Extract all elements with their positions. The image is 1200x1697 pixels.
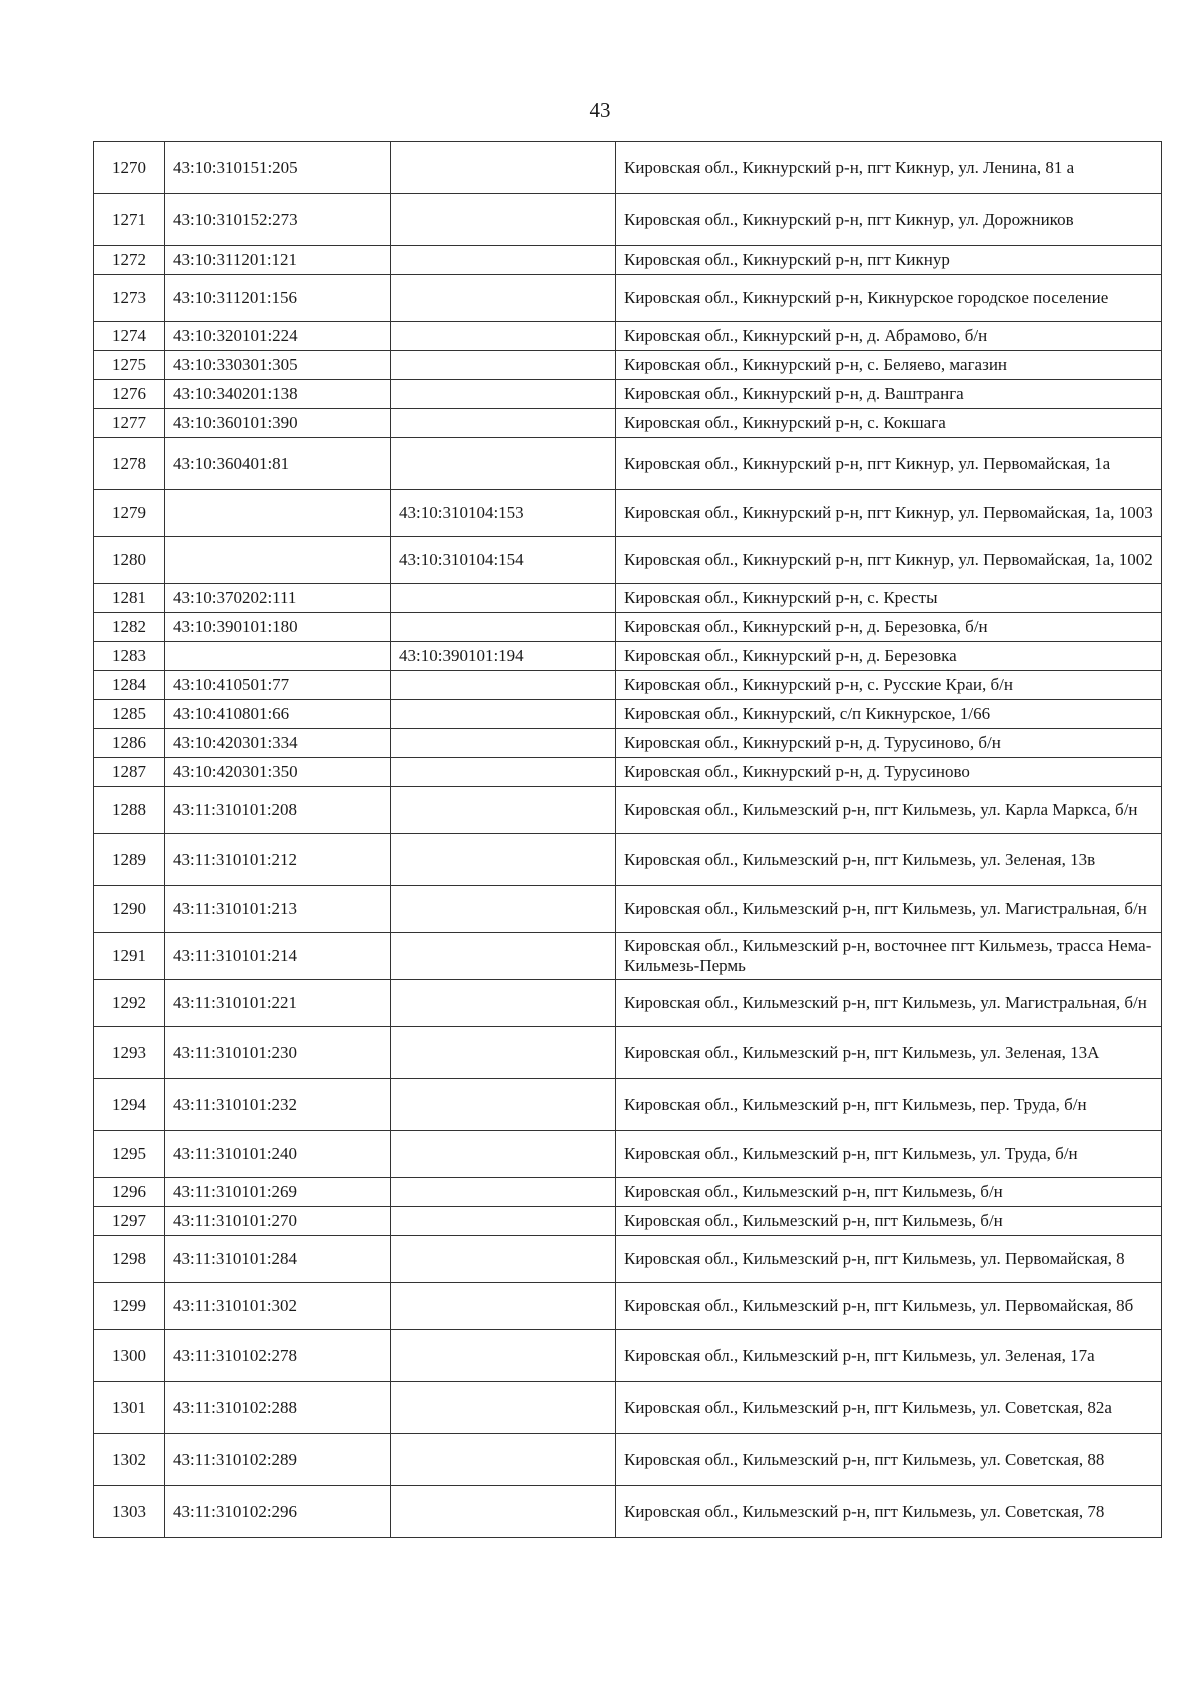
cadastral-number-secondary bbox=[391, 246, 616, 275]
row-number: 1283 bbox=[94, 642, 165, 671]
table-row bbox=[94, 834, 1162, 886]
address: Кировская обл., Кильмезский р-н, пгт Кильмезь, пер. Труда, б/н bbox=[616, 1079, 1162, 1131]
cadastral-number-secondary bbox=[391, 834, 616, 886]
address: Кировская обл., Кильмезский р-н, пгт Кильмезь, ул. Зеленая, 17а bbox=[616, 1330, 1162, 1382]
address: Кировская обл., Кильмезский р-н, пгт Кильмезь, ул. Зеленая, 13в bbox=[616, 834, 1162, 886]
table-row bbox=[94, 1178, 1162, 1207]
address: Кировская обл., Кикнурский р-н, пгт Кикнур, ул. Ленина, 81 а bbox=[616, 142, 1162, 194]
table-row bbox=[94, 1079, 1162, 1131]
row-number: 1289 bbox=[94, 834, 165, 886]
cadastral-number: 43:11:310101:240 bbox=[165, 1131, 391, 1178]
row-number: 1295 bbox=[94, 1131, 165, 1178]
row-number: 1284 bbox=[94, 671, 165, 700]
table-row bbox=[94, 380, 1162, 409]
address: Кировская обл., Кикнурский р-н, пгт Кикнур, ул. Дорожников bbox=[616, 194, 1162, 246]
cadastral-number-secondary bbox=[391, 194, 616, 246]
cadastral-number-secondary bbox=[391, 1027, 616, 1079]
address: Кировская обл., Кикнурский, с/п Кикнурское, 1/66 bbox=[616, 700, 1162, 729]
table-row bbox=[94, 1434, 1162, 1486]
row-number: 1301 bbox=[94, 1382, 165, 1434]
cadastral-number: 43:10:360401:81 bbox=[165, 438, 391, 490]
address: Кировская обл., Кильмезский р-н, пгт Кильмезь, ул. Первомайская, 8 bbox=[616, 1236, 1162, 1283]
table-row bbox=[94, 275, 1162, 322]
address: Кировская обл., Кикнурский р-н, с. Кокшага bbox=[616, 409, 1162, 438]
cadastral-number-secondary bbox=[391, 729, 616, 758]
row-number: 1288 bbox=[94, 787, 165, 834]
cadastral-number: 43:11:310102:278 bbox=[165, 1330, 391, 1382]
row-number: 1281 bbox=[94, 584, 165, 613]
table-row bbox=[94, 787, 1162, 834]
cadastral-number-secondary: 43:10:310104:153 bbox=[391, 490, 616, 537]
cadastral-number: 43:11:310101:208 bbox=[165, 787, 391, 834]
row-number: 1300 bbox=[94, 1330, 165, 1382]
cadastral-number-secondary bbox=[391, 438, 616, 490]
table-row bbox=[94, 409, 1162, 438]
table-row bbox=[94, 886, 1162, 933]
cadastral-number-secondary bbox=[391, 351, 616, 380]
row-number: 1287 bbox=[94, 758, 165, 787]
cadastral-number: 43:10:340201:138 bbox=[165, 380, 391, 409]
cadastral-number-secondary bbox=[391, 275, 616, 322]
cadastral-number-secondary bbox=[391, 787, 616, 834]
cadastral-number-secondary bbox=[391, 380, 616, 409]
table-row bbox=[94, 758, 1162, 787]
row-number: 1273 bbox=[94, 275, 165, 322]
cadastral-number: 43:11:310101:221 bbox=[165, 980, 391, 1027]
cadastral-number-secondary bbox=[391, 980, 616, 1027]
row-number: 1279 bbox=[94, 490, 165, 537]
table-row bbox=[94, 613, 1162, 642]
row-number: 1275 bbox=[94, 351, 165, 380]
address: Кировская обл., Кикнурский р-н, д. Березовка, б/н bbox=[616, 613, 1162, 642]
address: Кировская обл., Кильмезский р-н, пгт Кильмезь, ул. Зеленая, 13А bbox=[616, 1027, 1162, 1079]
cadastral-number-secondary bbox=[391, 409, 616, 438]
table-row bbox=[94, 537, 1162, 584]
row-number: 1291 bbox=[94, 933, 165, 980]
address: Кировская обл., Кильмезский р-н, пгт Кильмезь, ул. Труда, б/н bbox=[616, 1131, 1162, 1178]
address: Кировская обл., Кикнурский р-н, д. Турусиново, б/н bbox=[616, 729, 1162, 758]
address: Кировская обл., Кильмезский р-н, пгт Кильмезь, ул. Советская, 78 bbox=[616, 1486, 1162, 1538]
cadastral-number-secondary bbox=[391, 1236, 616, 1283]
cadastral-number-secondary bbox=[391, 142, 616, 194]
cadastral-number-secondary bbox=[391, 1330, 616, 1382]
register-table bbox=[93, 141, 1162, 1538]
cadastral-number-secondary bbox=[391, 758, 616, 787]
cadastral-number: 43:11:310101:270 bbox=[165, 1207, 391, 1236]
row-number: 1297 bbox=[94, 1207, 165, 1236]
cadastral-number-secondary bbox=[391, 1382, 616, 1434]
row-number: 1303 bbox=[94, 1486, 165, 1538]
cadastral-number bbox=[165, 490, 391, 537]
cadastral-number: 43:10:420301:334 bbox=[165, 729, 391, 758]
address: Кировская обл., Кильмезский р-н, пгт Кильмезь, ул. Советская, 82а bbox=[616, 1382, 1162, 1434]
row-number: 1272 bbox=[94, 246, 165, 275]
row-number: 1270 bbox=[94, 142, 165, 194]
cadastral-number: 43:10:320101:224 bbox=[165, 322, 391, 351]
row-number: 1298 bbox=[94, 1236, 165, 1283]
address: Кировская обл., Кикнурский р-н, д. Ваштранга bbox=[616, 380, 1162, 409]
cadastral-number-secondary bbox=[391, 1131, 616, 1178]
table-row bbox=[94, 642, 1162, 671]
cadastral-number: 43:11:310102:288 bbox=[165, 1382, 391, 1434]
table-row bbox=[94, 1330, 1162, 1382]
cadastral-number: 43:11:310101:269 bbox=[165, 1178, 391, 1207]
table-row bbox=[94, 246, 1162, 275]
cadastral-number-secondary bbox=[391, 1486, 616, 1538]
address: Кировская обл., Кикнурский р-н, с. Беляево, магазин bbox=[616, 351, 1162, 380]
cadastral-number: 43:11:310101:212 bbox=[165, 834, 391, 886]
address: Кировская обл., Кикнурский р-н, с. Русские Краи, б/н bbox=[616, 671, 1162, 700]
table-row bbox=[94, 438, 1162, 490]
row-number: 1274 bbox=[94, 322, 165, 351]
row-number: 1271 bbox=[94, 194, 165, 246]
address: Кировская обл., Кикнурский р-н, с. Кресты bbox=[616, 584, 1162, 613]
row-number: 1278 bbox=[94, 438, 165, 490]
row-number: 1296 bbox=[94, 1178, 165, 1207]
address: Кировская обл., Кильмезский р-н, восточнее пгт Кильмезь, трасса Нема-Кильмезь-Пермь bbox=[616, 933, 1162, 980]
row-number: 1290 bbox=[94, 886, 165, 933]
address: Кировская обл., Кильмезский р-н, пгт Кильмезь, ул. Магистральная, б/н bbox=[616, 980, 1162, 1027]
table-row bbox=[94, 729, 1162, 758]
cadastral-number: 43:10:390101:180 bbox=[165, 613, 391, 642]
cadastral-number: 43:10:370202:111 bbox=[165, 584, 391, 613]
cadastral-number-secondary bbox=[391, 700, 616, 729]
cadastral-number: 43:11:310102:296 bbox=[165, 1486, 391, 1538]
row-number: 1294 bbox=[94, 1079, 165, 1131]
cadastral-number: 43:10:410801:66 bbox=[165, 700, 391, 729]
cadastral-number-secondary bbox=[391, 584, 616, 613]
address: Кировская обл., Кикнурский р-н, пгт Кикнур, ул. Первомайская, 1а, 1003 bbox=[616, 490, 1162, 537]
cadastral-number: 43:11:310101:213 bbox=[165, 886, 391, 933]
cadastral-number: 43:11:310102:289 bbox=[165, 1434, 391, 1486]
table-row bbox=[94, 1382, 1162, 1434]
cadastral-number: 43:10:311201:121 bbox=[165, 246, 391, 275]
row-number: 1282 bbox=[94, 613, 165, 642]
table-row bbox=[94, 584, 1162, 613]
cadastral-number-secondary bbox=[391, 933, 616, 980]
row-number: 1299 bbox=[94, 1283, 165, 1330]
row-number: 1292 bbox=[94, 980, 165, 1027]
address: Кировская обл., Кильмезский р-н, пгт Кильмезь, б/н bbox=[616, 1178, 1162, 1207]
cadastral-number-secondary: 43:10:390101:194 bbox=[391, 642, 616, 671]
cadastral-number-secondary bbox=[391, 886, 616, 933]
address: Кировская обл., Кильмезский р-н, пгт Кильмезь, б/н bbox=[616, 1207, 1162, 1236]
cadastral-number: 43:10:310151:205 bbox=[165, 142, 391, 194]
table-row bbox=[94, 1283, 1162, 1330]
address: Кировская обл., Кильмезский р-н, пгт Кильмезь, ул. Магистральная, б/н bbox=[616, 886, 1162, 933]
cadastral-number: 43:10:420301:350 bbox=[165, 758, 391, 787]
cadastral-number: 43:11:310101:214 bbox=[165, 933, 391, 980]
table-row bbox=[94, 194, 1162, 246]
table-row bbox=[94, 1131, 1162, 1178]
cadastral-number: 43:10:310152:273 bbox=[165, 194, 391, 246]
row-number: 1285 bbox=[94, 700, 165, 729]
table-row bbox=[94, 671, 1162, 700]
cadastral-number-secondary bbox=[391, 671, 616, 700]
table-row bbox=[94, 142, 1162, 194]
row-number: 1286 bbox=[94, 729, 165, 758]
cadastral-number-secondary bbox=[391, 1207, 616, 1236]
table-row bbox=[94, 1027, 1162, 1079]
cadastral-number: 43:11:310101:284 bbox=[165, 1236, 391, 1283]
register-table-wrap bbox=[93, 141, 1162, 1538]
table-row bbox=[94, 933, 1162, 980]
table-row bbox=[94, 980, 1162, 1027]
row-number: 1302 bbox=[94, 1434, 165, 1486]
table-row bbox=[94, 700, 1162, 729]
cadastral-number-secondary bbox=[391, 1079, 616, 1131]
address: Кировская обл., Кикнурский р-н, пгт Кикнур bbox=[616, 246, 1162, 275]
cadastral-number: 43:10:410501:77 bbox=[165, 671, 391, 700]
address: Кировская обл., Кикнурский р-н, Кикнурское городское поселение bbox=[616, 275, 1162, 322]
table-row bbox=[94, 1236, 1162, 1283]
address: Кировская обл., Кильмезский р-н, пгт Кильмезь, ул. Первомайская, 8б bbox=[616, 1283, 1162, 1330]
row-number: 1293 bbox=[94, 1027, 165, 1079]
address: Кировская обл., Кикнурский р-н, д. Березовка bbox=[616, 642, 1162, 671]
register-table-body bbox=[94, 142, 1162, 1538]
cadastral-number-secondary bbox=[391, 1283, 616, 1330]
table-row bbox=[94, 351, 1162, 380]
address: Кировская обл., Кильмезский р-н, пгт Кильмезь, ул. Советская, 88 bbox=[616, 1434, 1162, 1486]
row-number: 1276 bbox=[94, 380, 165, 409]
table-row bbox=[94, 1486, 1162, 1538]
cadastral-number-secondary: 43:10:310104:154 bbox=[391, 537, 616, 584]
cadastral-number: 43:11:310101:302 bbox=[165, 1283, 391, 1330]
cadastral-number: 43:11:310101:230 bbox=[165, 1027, 391, 1079]
table-row bbox=[94, 490, 1162, 537]
row-number: 1277 bbox=[94, 409, 165, 438]
cadastral-number: 43:11:310101:232 bbox=[165, 1079, 391, 1131]
cadastral-number-secondary bbox=[391, 1178, 616, 1207]
address: Кировская обл., Кикнурский р-н, пгт Кикнур, ул. Первомайская, 1а, 1002 bbox=[616, 537, 1162, 584]
cadastral-number: 43:10:330301:305 bbox=[165, 351, 391, 380]
table-row bbox=[94, 322, 1162, 351]
cadastral-number: 43:10:311201:156 bbox=[165, 275, 391, 322]
row-number: 1280 bbox=[94, 537, 165, 584]
cadastral-number: 43:10:360101:390 bbox=[165, 409, 391, 438]
cadastral-number bbox=[165, 537, 391, 584]
cadastral-number-secondary bbox=[391, 322, 616, 351]
cadastral-number-secondary bbox=[391, 613, 616, 642]
cadastral-number bbox=[165, 642, 391, 671]
address: Кировская обл., Кикнурский р-н, д. Турусиново bbox=[616, 758, 1162, 787]
address: Кировская обл., Кильмезский р-н, пгт Кильмезь, ул. Карла Маркса, б/н bbox=[616, 787, 1162, 834]
page-number: 43 bbox=[589, 98, 611, 122]
address: Кировская обл., Кикнурский р-н, пгт Кикнур, ул. Первомайская, 1а bbox=[616, 438, 1162, 490]
table-row bbox=[94, 1207, 1162, 1236]
cadastral-number-secondary bbox=[391, 1434, 616, 1486]
address: Кировская обл., Кикнурский р-н, д. Абрамово, б/н bbox=[616, 322, 1162, 351]
